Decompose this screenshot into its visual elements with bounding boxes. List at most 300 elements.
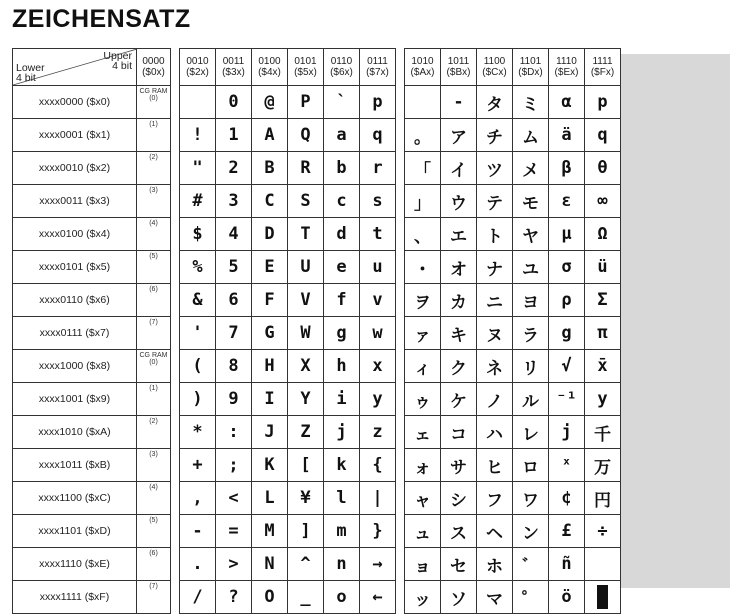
glyph-cell: O <box>252 581 288 614</box>
column-gap <box>396 119 405 152</box>
column-header-binary: 1111 <box>592 56 613 67</box>
glyph-cell: チ <box>477 119 513 152</box>
glyph-cell: i <box>324 383 360 416</box>
glyph-cell: サ <box>441 449 477 482</box>
glyph-cell: p <box>585 86 621 119</box>
column-header <box>252 49 288 86</box>
column-gap <box>171 49 180 86</box>
column-gap <box>171 581 180 614</box>
glyph-cell: ヤ <box>513 218 549 251</box>
glyph-cell: キ <box>441 317 477 350</box>
glyph-cell: ← <box>360 581 396 614</box>
glyph-cell: 千 <box>585 416 621 449</box>
glyph-cell: ェ <box>405 416 441 449</box>
glyph-cell: . <box>180 548 216 581</box>
row-label: xxxx1100 ($xC) <box>13 482 137 515</box>
column-header-binary: 1011 <box>447 56 470 67</box>
glyph-cell <box>180 86 216 119</box>
glyph-cell: x <box>360 350 396 383</box>
cg-ram-cell: (4) <box>137 218 171 251</box>
glyph-cell: n <box>324 548 360 581</box>
page-title: ZEICHENSATZ <box>12 5 191 33</box>
table-row <box>13 515 621 548</box>
column-gap <box>171 185 180 218</box>
column-header-hex: ($Cx) <box>482 67 507 78</box>
glyph-cell: = <box>216 515 252 548</box>
glyph-cell: フ <box>477 482 513 515</box>
glyph-cell <box>585 581 621 614</box>
glyph-cell: < <box>216 482 252 515</box>
glyph-cell: W <box>288 317 324 350</box>
glyph-cell: | <box>360 482 396 515</box>
glyph-cell: £ <box>549 515 585 548</box>
glyph-cell: 円 <box>585 482 621 515</box>
glyph-cell: C <box>252 185 288 218</box>
glyph-cell: : <box>216 416 252 449</box>
glyph-cell: ' <box>180 317 216 350</box>
table-row <box>13 119 621 152</box>
glyph-cell: ッ <box>405 581 441 614</box>
column-gap <box>396 284 405 317</box>
glyph-cell: ∞ <box>585 185 621 218</box>
glyph-cell: ¢ <box>549 482 585 515</box>
glyph-cell: σ <box>549 251 585 284</box>
column-gap <box>396 449 405 482</box>
glyph-cell: H <box>252 350 288 383</box>
row-label: xxxx1001 ($x9) <box>13 383 137 416</box>
column-gap <box>396 218 405 251</box>
column-header-hex: ($7x) <box>366 67 389 78</box>
glyph-cell: ネ <box>477 350 513 383</box>
glyph-cell: y <box>360 383 396 416</box>
glyph-cell: b <box>324 152 360 185</box>
column-gap <box>171 119 180 152</box>
table-row <box>13 449 621 482</box>
glyph-cell: t <box>360 218 396 251</box>
column-gap <box>171 218 180 251</box>
glyph-cell: ソ <box>441 581 477 614</box>
column-header <box>137 49 171 86</box>
glyph-cell: ⁻¹ <box>549 383 585 416</box>
glyph-cell: √ <box>549 350 585 383</box>
glyph-cell: ハ <box>477 416 513 449</box>
column-gap <box>396 581 405 614</box>
glyph-cell: ィ <box>405 350 441 383</box>
glyph-cell: エ <box>441 218 477 251</box>
column-gap <box>396 515 405 548</box>
row-label: xxxx1111 ($xF) <box>13 581 137 614</box>
cg-ram-cell: (2) <box>137 416 171 449</box>
glyph-cell: ゥ <box>405 383 441 416</box>
cg-ram-cell: (2) <box>137 152 171 185</box>
glyph-cell: ョ <box>405 548 441 581</box>
glyph-cell: K <box>252 449 288 482</box>
cg-ram-cell: (5) <box>137 251 171 284</box>
row-label: xxxx1010 ($xA) <box>13 416 137 449</box>
column-header <box>513 49 549 86</box>
glyph-cell: Y <box>288 383 324 416</box>
glyph-cell: q <box>585 119 621 152</box>
table-body <box>13 86 621 614</box>
glyph-cell: L <box>252 482 288 515</box>
glyph-cell: u <box>360 251 396 284</box>
row-label: xxxx0001 ($x1) <box>13 119 137 152</box>
glyph-cell: - <box>441 86 477 119</box>
glyph-cell: ヨ <box>513 284 549 317</box>
glyph-cell: ü <box>585 251 621 284</box>
glyph-cell: α <box>549 86 585 119</box>
glyph-cell: ÷ <box>585 515 621 548</box>
glyph-cell: 1 <box>216 119 252 152</box>
glyph-cell: * <box>180 416 216 449</box>
glyph-cell: B <box>252 152 288 185</box>
glyph-cell: 4 <box>216 218 252 251</box>
glyph-cell: 0 <box>216 86 252 119</box>
glyph-cell: ル <box>513 383 549 416</box>
glyph-cell: ン <box>513 515 549 548</box>
glyph-cell: m <box>324 515 360 548</box>
glyph-cell: ? <box>216 581 252 614</box>
column-header <box>477 49 513 86</box>
header-row <box>13 49 621 86</box>
glyph-cell: ä <box>549 119 585 152</box>
glyph-cell: D <box>252 218 288 251</box>
table-row <box>13 350 621 383</box>
glyph-cell: & <box>180 284 216 317</box>
column-gap <box>396 317 405 350</box>
column-gap <box>396 383 405 416</box>
column-gap <box>171 317 180 350</box>
column-header <box>585 49 621 86</box>
column-header-hex: ($4x) <box>258 67 281 78</box>
glyph-cell: ク <box>441 350 477 383</box>
table-row <box>13 251 621 284</box>
glyph-cell: ヲ <box>405 284 441 317</box>
column-header <box>441 49 477 86</box>
glyph-cell: / <box>180 581 216 614</box>
glyph-cell: k <box>324 449 360 482</box>
glyph-cell: メ <box>513 152 549 185</box>
row-label: xxxx0111 ($x7) <box>13 317 137 350</box>
cg-ram-cell: CG RAM (0) <box>137 86 171 119</box>
table-row <box>13 482 621 515</box>
column-gap <box>171 152 180 185</box>
column-header-hex: ($5x) <box>294 67 317 78</box>
glyph-cell: l <box>324 482 360 515</box>
glyph-cell: o <box>324 581 360 614</box>
glyph-cell: Ω <box>585 218 621 251</box>
glyph-cell: 6 <box>216 284 252 317</box>
row-label: xxxx1000 ($x8) <box>13 350 137 383</box>
glyph-cell: ヌ <box>477 317 513 350</box>
column-gap <box>171 449 180 482</box>
column-gap <box>396 49 405 86</box>
column-header <box>180 49 216 86</box>
glyph-cell: 「 <box>405 152 441 185</box>
glyph-cell: ) <box>180 383 216 416</box>
column-header-binary: 0110 <box>330 56 353 67</box>
glyph-cell: 2 <box>216 152 252 185</box>
glyph-cell: " <box>180 152 216 185</box>
lower-4bit-label: Lower 4 bit <box>16 62 45 84</box>
column-gap <box>396 251 405 284</box>
glyph-cell: ˣ <box>549 449 585 482</box>
glyph-cell: h <box>324 350 360 383</box>
column-gap <box>171 251 180 284</box>
glyph-cell: ñ <box>549 548 585 581</box>
glyph-cell: ゛ <box>513 548 549 581</box>
column-header <box>288 49 324 86</box>
glyph-cell: , <box>180 482 216 515</box>
glyph-cell: c <box>324 185 360 218</box>
cg-ram-cell: (3) <box>137 185 171 218</box>
glyph-cell: N <box>252 548 288 581</box>
glyph-cell: @ <box>252 86 288 119</box>
row-label: xxxx0101 ($x5) <box>13 251 137 284</box>
glyph-cell: j <box>549 416 585 449</box>
column-header-binary: 0011 <box>222 56 245 67</box>
cg-ram-cell: (7) <box>137 317 171 350</box>
glyph-cell: ナ <box>477 251 513 284</box>
glyph-cell: v <box>360 284 396 317</box>
column-gap <box>171 383 180 416</box>
glyph-cell: J <box>252 416 288 449</box>
glyph-cell: ャ <box>405 482 441 515</box>
glyph-cell: レ <box>513 416 549 449</box>
glyph-cell: モ <box>513 185 549 218</box>
table-row <box>13 548 621 581</box>
column-header <box>324 49 360 86</box>
glyph-cell: テ <box>477 185 513 218</box>
glyph-cell: 。 <box>405 119 441 152</box>
glyph-cell: イ <box>441 152 477 185</box>
glyph-cell: x̄ <box>585 350 621 383</box>
glyph-cell: ァ <box>405 317 441 350</box>
glyph-cell: → <box>360 548 396 581</box>
cg-ram-cell: CG RAM (0) <box>137 350 171 383</box>
glyph-cell: 3 <box>216 185 252 218</box>
column-header-binary: 1100 <box>483 56 506 67</box>
column-header-hex: ($Dx) <box>518 67 543 78</box>
column-gap <box>171 548 180 581</box>
column-header-hex: ($Bx) <box>446 67 471 78</box>
row-label: xxxx0000 ($x0) <box>13 86 137 119</box>
glyph-cell: ノ <box>477 383 513 416</box>
glyph-cell: ö <box>549 581 585 614</box>
glyph-cell: j <box>324 416 360 449</box>
glyph-cell: # <box>180 185 216 218</box>
column-header <box>360 49 396 86</box>
glyph-cell: 8 <box>216 350 252 383</box>
cg-ram-cell: (1) <box>137 119 171 152</box>
glyph-cell: ; <box>216 449 252 482</box>
glyph-cell: 5 <box>216 251 252 284</box>
column-gap <box>171 482 180 515</box>
column-gap <box>396 86 405 119</box>
glyph-cell: ! <box>180 119 216 152</box>
glyph-cell: % <box>180 251 216 284</box>
row-label: xxxx0110 ($x6) <box>13 284 137 317</box>
glyph-cell: オ <box>441 251 477 284</box>
glyph-cell: 万 <box>585 449 621 482</box>
cg-ram-cell: (5) <box>137 515 171 548</box>
glyph-cell: ユ <box>513 251 549 284</box>
glyph-cell: { <box>360 449 396 482</box>
glyph-cell: ュ <box>405 515 441 548</box>
glyph-cell: d <box>324 218 360 251</box>
column-gap <box>171 284 180 317</box>
glyph-cell: z <box>360 416 396 449</box>
upper-4bit-label: Upper 4 bit <box>103 50 132 72</box>
glyph-cell: 7 <box>216 317 252 350</box>
table-row <box>13 416 621 449</box>
column-gap <box>396 416 405 449</box>
glyph-cell: r <box>360 152 396 185</box>
glyph-cell: ラ <box>513 317 549 350</box>
glyph-cell: セ <box>441 548 477 581</box>
column-header-binary: 1101 <box>519 56 542 67</box>
glyph-cell: ォ <box>405 449 441 482</box>
column-header-binary: 0111 <box>367 56 388 67</box>
glyph-cell: ア <box>441 119 477 152</box>
glyph-cell: ケ <box>441 383 477 416</box>
glyph-cell: S <box>288 185 324 218</box>
column-header-binary: 1110 <box>556 56 577 67</box>
column-header <box>216 49 252 86</box>
column-gap <box>396 350 405 383</box>
glyph-cell <box>405 86 441 119</box>
column-gap <box>171 86 180 119</box>
column-header-binary: 1010 <box>411 56 434 67</box>
glyph-cell <box>585 548 621 581</box>
column-gap <box>396 152 405 185</box>
glyph-cell: ` <box>324 86 360 119</box>
glyph-cell: _ <box>288 581 324 614</box>
glyph-cell: Σ <box>585 284 621 317</box>
cg-ram-cell: (6) <box>137 548 171 581</box>
cg-ram-cell: (1) <box>137 383 171 416</box>
glyph-cell: G <box>252 317 288 350</box>
glyph-cell: } <box>360 515 396 548</box>
glyph-cell: e <box>324 251 360 284</box>
glyph-cell: タ <box>477 86 513 119</box>
glyph-cell: ト <box>477 218 513 251</box>
glyph-cell: I <box>252 383 288 416</box>
glyph-cell: シ <box>441 482 477 515</box>
glyph-cell: ウ <box>441 185 477 218</box>
glyph-cell: R <box>288 152 324 185</box>
column-header-binary: 0010 <box>186 56 209 67</box>
row-label: xxxx0100 ($x4) <box>13 218 137 251</box>
glyph-cell: X <box>288 350 324 383</box>
column-header-hex: ($Ax) <box>410 67 435 78</box>
glyph-cell: ¥ <box>288 482 324 515</box>
glyph-cell: g <box>549 317 585 350</box>
glyph-cell: U <box>288 251 324 284</box>
glyph-cell: p <box>360 86 396 119</box>
glyph-cell: ゜ <box>513 581 549 614</box>
glyph-cell: V <box>288 284 324 317</box>
column-header-hex: ($Fx) <box>590 67 615 78</box>
column-gap <box>396 482 405 515</box>
glyph-cell: コ <box>441 416 477 449</box>
glyph-cell: ヘ <box>477 515 513 548</box>
cg-ram-cell: (3) <box>137 449 171 482</box>
glyph-cell: P <box>288 86 324 119</box>
glyph-cell: Q <box>288 119 324 152</box>
column-header-binary: 0101 <box>294 56 317 67</box>
glyph-cell: - <box>180 515 216 548</box>
glyph-cell: β <box>549 152 585 185</box>
column-gap <box>171 416 180 449</box>
table-row <box>13 284 621 317</box>
glyph-cell: ム <box>513 119 549 152</box>
glyph-cell: s <box>360 185 396 218</box>
column-header-hex: ($3x) <box>222 67 245 78</box>
cg-ram-cell: (7) <box>137 581 171 614</box>
glyph-cell: A <box>252 119 288 152</box>
glyph-cell: π <box>585 317 621 350</box>
table-row <box>13 185 621 218</box>
glyph-cell: マ <box>477 581 513 614</box>
glyph-cell: ^ <box>288 548 324 581</box>
glyph-cell: ε <box>549 185 585 218</box>
glyph-cell: $ <box>180 218 216 251</box>
glyph-cell: [ <box>288 449 324 482</box>
glyph-cell: M <box>252 515 288 548</box>
column-header-binary: 0100 <box>258 56 281 67</box>
column-header <box>405 49 441 86</box>
column-header-binary: 0000 <box>142 56 165 67</box>
glyph-cell: F <box>252 284 288 317</box>
row-label: xxxx1110 ($xE) <box>13 548 137 581</box>
character-set-table <box>12 48 621 614</box>
glyph-cell: w <box>360 317 396 350</box>
column-header <box>549 49 585 86</box>
corner-header <box>13 49 137 86</box>
glyph-cell: 、 <box>405 218 441 251</box>
glyph-cell: > <box>216 548 252 581</box>
table-row <box>13 383 621 416</box>
glyph-cell: ・ <box>405 251 441 284</box>
glyph-cell: ヒ <box>477 449 513 482</box>
full-block-glyph <box>597 585 608 609</box>
column-gap <box>396 548 405 581</box>
row-label: xxxx1101 ($xD) <box>13 515 137 548</box>
row-label: xxxx0011 ($x3) <box>13 185 137 218</box>
row-label: xxxx0010 ($x2) <box>13 152 137 185</box>
column-header-hex: ($0x) <box>142 67 165 78</box>
cg-ram-cell: (4) <box>137 482 171 515</box>
glyph-cell: E <box>252 251 288 284</box>
glyph-cell: θ <box>585 152 621 185</box>
glyph-cell: y <box>585 383 621 416</box>
column-gap <box>396 185 405 218</box>
glyph-cell: ( <box>180 350 216 383</box>
glyph-cell: + <box>180 449 216 482</box>
glyph-cell: 」 <box>405 185 441 218</box>
glyph-cell: ワ <box>513 482 549 515</box>
glyph-cell: ミ <box>513 86 549 119</box>
glyph-cell: a <box>324 119 360 152</box>
column-header-hex: ($Ex) <box>554 67 579 78</box>
glyph-cell: ] <box>288 515 324 548</box>
table-row <box>13 218 621 251</box>
table-row <box>13 86 621 119</box>
glyph-cell: ホ <box>477 548 513 581</box>
glyph-cell: ρ <box>549 284 585 317</box>
glyph-cell: 9 <box>216 383 252 416</box>
